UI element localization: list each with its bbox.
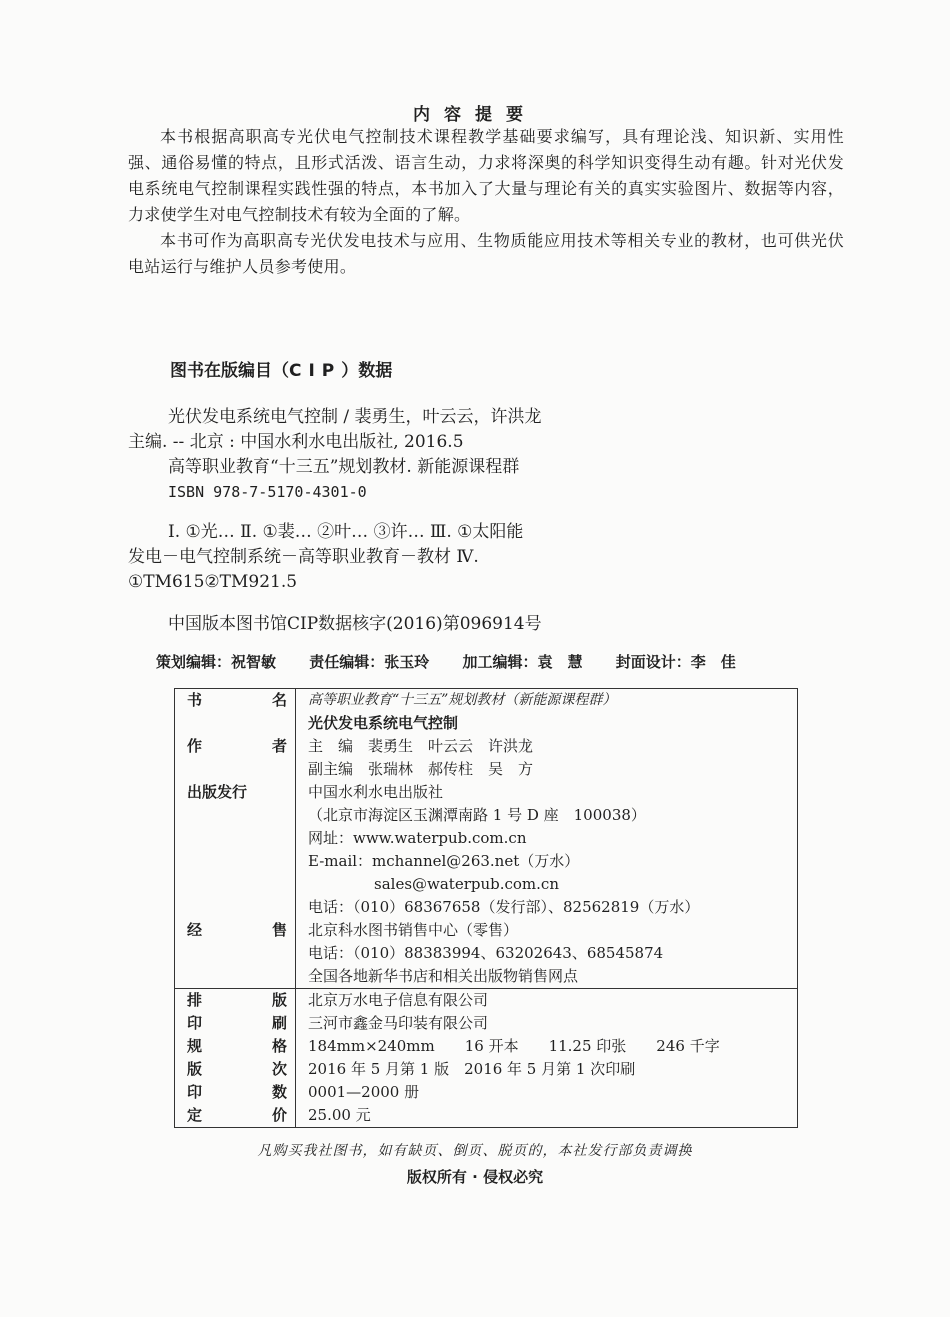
book-spec: 184mm×240mm 16 开本 11.25 印张 246 千字: [308, 1037, 720, 1055]
edition-info: 2016 年 5 月第 1 版 2016 年 5 月第 1 次印刷: [308, 1060, 636, 1078]
info-values-print: [296, 989, 798, 1128]
publication-info-table: [174, 688, 798, 1128]
cip-class-1: Ⅰ. ①光… Ⅱ. ①裴… ②叶… ③许… Ⅲ. ①太阳能: [168, 522, 524, 542]
book-price: 25.00 元: [308, 1106, 371, 1124]
responsible-editor: 责任编辑：张玉玲: [309, 653, 430, 671]
info-section-main: [175, 689, 798, 989]
cip-line-2: 主编. -- 北京 : 中国水利水电出版社, 2016.5: [128, 432, 464, 452]
label-price: 定 价: [187, 1106, 287, 1124]
label-publisher: 出版发行: [187, 783, 248, 801]
typeset-company: 北京万水电子信息有限公司: [308, 991, 489, 1009]
publisher-phone: 电话：（010）68367658（发行部）、82562819（万水）: [308, 898, 700, 916]
series-name: 高等职业教育“十三五”规划教材（新能源课程群）: [308, 692, 617, 708]
processing-editor: 加工编辑：袁 慧: [462, 653, 583, 671]
seller-network: 全国各地新华书店和相关出版物销售网点: [308, 967, 579, 985]
publisher-email-1: E-mail：mchannel@263.net（万水）: [308, 852, 580, 870]
info-section-print: [175, 989, 798, 1128]
info-labels-main: [175, 689, 296, 989]
deputy-editors: 副主编 张瑞林 郝传柱 吴 方: [308, 760, 534, 778]
seller-name: 北京科水图书销售中心（零售）: [308, 921, 519, 939]
planning-editor: 策划编辑：祝智敏: [156, 653, 277, 671]
label-title: 书 名: [187, 691, 287, 709]
label-count: 印 数: [187, 1083, 287, 1101]
editor-credits: [156, 651, 736, 672]
label-typeset: 排 版: [187, 991, 287, 1009]
label-sale: 经 售: [187, 921, 287, 939]
defect-notice: 凡购买我社图书，如有缺页、倒页、脱页的，本社发行部负责调换: [257, 1143, 693, 1159]
cip-isbn: ISBN 978-7-5170-4301-0: [168, 483, 367, 501]
book-title: 光伏发电系统电气控制: [308, 714, 459, 732]
summary-paragraph-1: 本书根据高职高专光伏电气控制技术课程教学基础要求编写，具有理论浅、知识新、实用性强、通俗易懂的特点，且形式活泼、语言生动，力求将深奥的科学知识变得生动有趣。针对光伏发电系统电气控制课程实践性强的特点，本书加入了大量与理论有关的真实实验图片、数据等内容，力求使学生对电气控制技术有较为全面的了解。: [128, 127, 844, 224]
publisher-address: （北京市海淀区玉渊潭南路 1 号 D 座 100038）: [308, 806, 646, 824]
publisher-email-2: sales@waterpub.com.cn: [374, 875, 559, 893]
cip-line-3: 高等职业教育“十三五”规划教材. 新能源课程群: [168, 457, 520, 477]
label-spec: 规 格: [187, 1037, 287, 1055]
label-edition: 版 次: [187, 1060, 287, 1078]
cip-heading: 图书在版编目（CIP）数据: [170, 361, 393, 381]
cip-record-number: 中国版本图书馆CIP数据核字(2016)第096914号: [168, 614, 542, 634]
cip-line-1: 光伏发电系统电气控制 / 裴勇生，叶云云，许洪龙: [168, 407, 542, 427]
cover-designer: 封面设计：李 佳: [615, 653, 736, 671]
publisher-name: 中国水利水电出版社: [308, 783, 444, 801]
info-values-main: [296, 689, 798, 989]
print-count: 0001—2000 册: [308, 1083, 420, 1101]
print-company: 三河市鑫金马印装有限公司: [308, 1014, 489, 1032]
info-labels-print: [175, 989, 296, 1128]
cip-class-3: ①TM615②TM921.5: [128, 572, 298, 592]
chief-editors: 主 编 裴勇生 叶云云 许洪龙: [308, 737, 534, 755]
label-author: 作 者: [187, 737, 287, 755]
copyright-notice: 版权所有 · 侵权必究: [406, 1168, 544, 1186]
label-print: 印 刷: [187, 1014, 287, 1032]
publisher-website: 网址：www.waterpub.com.cn: [308, 829, 527, 847]
summary-title: 内容提要: [413, 105, 537, 125]
summary-block: [128, 124, 844, 280]
summary-paragraph-2: 本书可作为高职高专光伏发电技术与应用、生物质能应用技术等相关专业的教材，也可供光伏电站运行与维护人员参考使用。: [128, 231, 844, 276]
cip-class-2: 发电－电气控制系统－高等职业教育－教材 Ⅳ.: [128, 547, 479, 567]
seller-phone: 电话：（010）88383994、63202643、68545874: [308, 944, 664, 962]
